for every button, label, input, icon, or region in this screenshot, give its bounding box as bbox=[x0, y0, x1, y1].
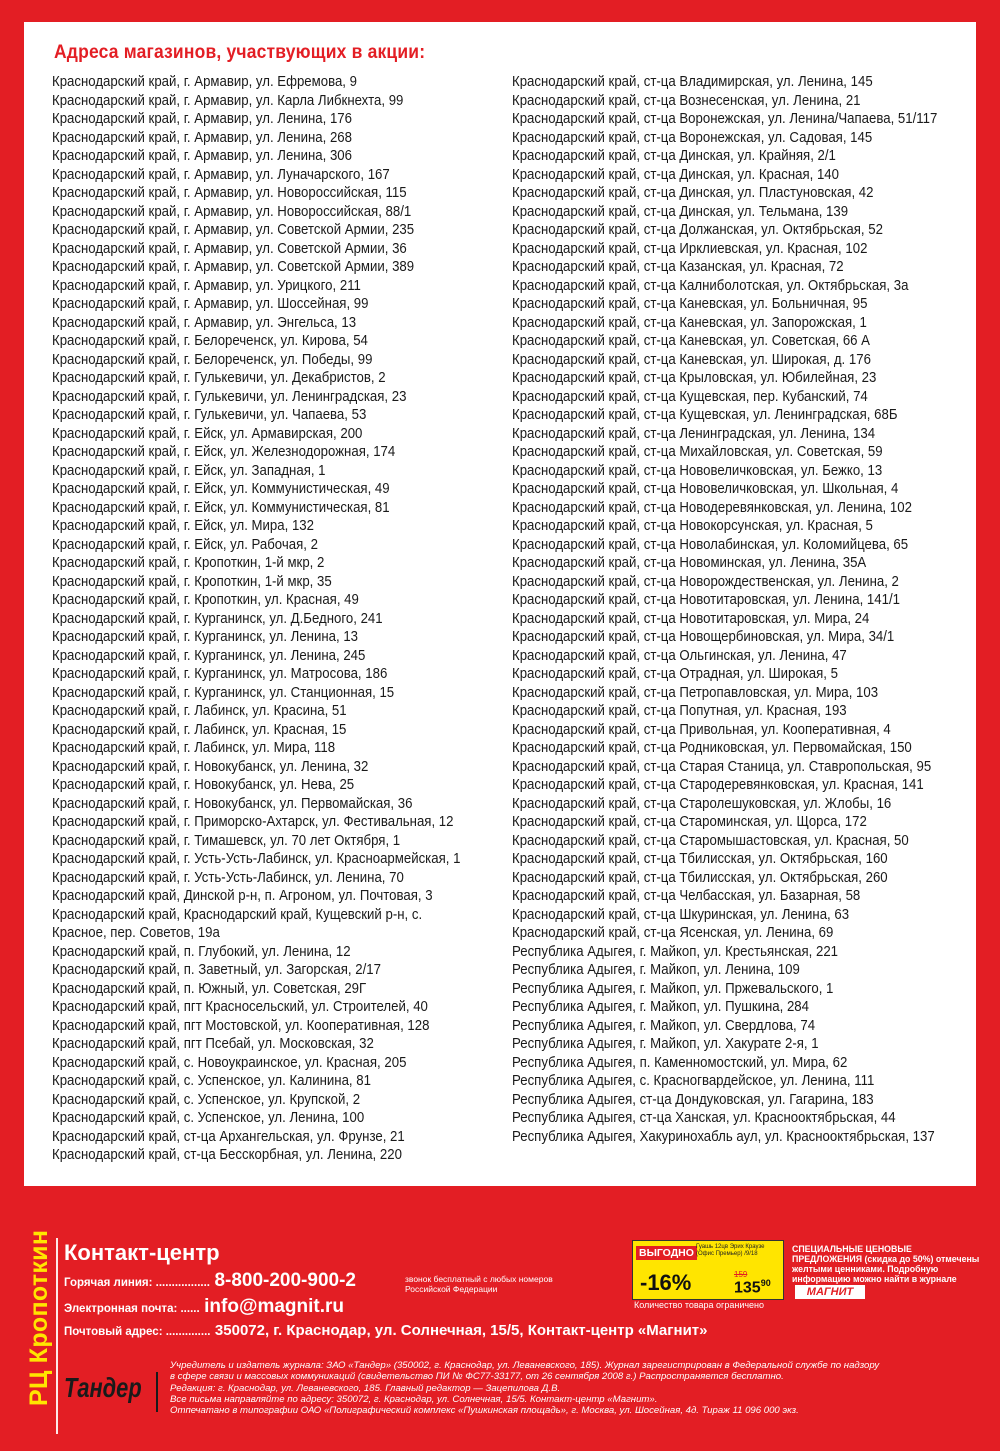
address-item: Краснодарский край, ст-ца Бесскорбная, ул. Ленина, 220 bbox=[52, 1146, 402, 1163]
address-item: Краснодарский край, с. Новоукраинское, ул. Красная, 205 bbox=[52, 1053, 407, 1071]
address-item: Краснодарский край, г. Ейск, ул. Мира, 132 bbox=[52, 517, 314, 534]
address-item: Краснодарский край, ст-ца Новоминская, ул. Ленина, 35А bbox=[512, 554, 867, 571]
address-item: Краснодарский край, ст-ца Динская, ул. Пластуновская, 42 bbox=[512, 184, 874, 201]
address-item: Краснодарский край, ст-ца Отрадная, ул. Широкая, 5 bbox=[512, 665, 838, 682]
tander-logo: Тандер bbox=[64, 1372, 142, 1403]
address-item: Краснодарский край, г. Гулькевичи, ул. Декабристов, 2 bbox=[52, 369, 386, 386]
tag-product-name: Гуашь 12цв Эрих Краузе (Офис Премьер) /9/18 bbox=[696, 1244, 765, 1257]
address-item: Республика Адыгея, ст-ца Дондуковская, ул. Гагарина, 183 bbox=[512, 1090, 874, 1108]
address-item: Краснодарский край, пгт Мостовской, ул. Кооперативная, 128 bbox=[52, 1016, 430, 1034]
address-item: Краснодарский край, с. Успенское, ул. Крупской, 2 bbox=[52, 1090, 361, 1108]
address-item: Краснодарский край, ст-ца Новолабинская, ул. Коломийцева, 65 bbox=[512, 535, 909, 553]
address-item: Республика Адыгея, Хакуринохабль аул, ул. Краснооктябрьская, 137 bbox=[512, 1127, 935, 1145]
address-item: Краснодарский край, ст-ца Родниковская, ул. Первомайская, 150 bbox=[512, 739, 912, 756]
address-item: Краснодарский край, г. Армавир, ул. Ленина, 268 bbox=[52, 128, 352, 146]
magnit-logo: МАГНИТ bbox=[795, 1285, 865, 1299]
address-item: Краснодарский край, г. Курганинск, ул. Ленина, 245 bbox=[52, 646, 366, 664]
contact-center-title: Контакт-центр bbox=[64, 1240, 220, 1265]
address-item: Республика Адыгея, ст-ца Ханская, ул. Краснооктябрьская, 44 bbox=[512, 1109, 896, 1126]
address-item: Краснодарский край, ст-ца Динская, ул. Тельмана, 139 bbox=[512, 202, 849, 220]
address-item: Краснодарский край, г. Усть-Усть-Лабинск, ул. Ленина, 70 bbox=[52, 868, 404, 886]
address-item: Республика Адыгея, г. Майкоп, ул. Пржевальского, 1 bbox=[512, 979, 834, 997]
address-item: Краснодарский край, ст-ца Новотитаровская, ул. Ленина, 141/1 bbox=[512, 591, 900, 608]
address-item: Краснодарский край, г. Ейск, ул. Железнодорожная, 174 bbox=[52, 443, 396, 460]
address-item: Краснодарский край, ст-ца Калниболотская, ул. Октябрьская, 3а bbox=[512, 276, 909, 294]
tander-logo-bar bbox=[156, 1372, 158, 1412]
address-item: Краснодарский край, ст-ца Старая Станица, ул. Ставропольская, 95 bbox=[512, 757, 932, 775]
address-item: Краснодарский край, г. Лабинск, ул. Красина, 51 bbox=[52, 702, 347, 719]
special-offers-note: СПЕЦИАЛЬНЫЕ ЦЕНОВЫЕ ПРЕДЛОЖЕНИЯ (скидка до 50%) отмечены желтыми ценниками. Подробную информацию можно найти в журнале bbox=[792, 1244, 980, 1284]
address-item: Краснодарский край, с. Успенское, ул. Ленина, 100 bbox=[52, 1109, 365, 1126]
address-item: Краснодарский край, г. Армавир, ул. Урицкого, 211 bbox=[52, 276, 361, 294]
hotline-number[interactable]: 8-800-200-900-2 bbox=[214, 1270, 356, 1291]
address-item: Краснодарский край, ст-ца Ольгинская, ул. Ленина, 47 bbox=[512, 646, 847, 664]
address-item: Краснодарский край, г. Ейск, ул. Армавирская, 200 bbox=[52, 424, 363, 442]
post-address: 350072, г. Краснодар, ул. Солнечная, 15/5, Контакт-центр «Магнит» bbox=[214, 1322, 708, 1339]
address-item: Краснодарский край, г. Армавир, ул. Ленина, 306 bbox=[52, 147, 352, 164]
address-item: Краснодарский край, г. Усть-Усть-Лабинск, ул. Красноармейская, 1 bbox=[52, 850, 461, 867]
imprint bbox=[170, 1360, 980, 1416]
tag-new-price-rub: 135 bbox=[734, 1279, 761, 1297]
address-item: Краснодарский край, п. Глубокий, ул. Ленина, 12 bbox=[52, 942, 351, 960]
address-item: Краснодарский край, ст-ца Ясенская, ул. Ленина, 69 bbox=[512, 924, 834, 941]
address-item: Красное, пер. Советов, 19а bbox=[52, 924, 220, 941]
page-title: Адреса магазинов, участвующих в акции: bbox=[54, 42, 426, 63]
address-item: Краснодарский край, ст-ца Ирклиевская, ул. Красная, 102 bbox=[512, 239, 868, 257]
address-item: Краснодарский край, г. Ейск, ул. Коммунистическая, 49 bbox=[52, 480, 390, 497]
address-item: Краснодарский край, г. Кропоткин, ул. Красная, 49 bbox=[52, 591, 359, 608]
address-item: Краснодарский край, ст-ца Кущевская, ул. Ленинградская, 68Б bbox=[512, 406, 898, 423]
address-item: Краснодарский край, ст-ца Должанская, ул. Октябрьская, 52 bbox=[512, 221, 883, 238]
address-item: Краснодарский край, пгт Псебай, ул. Московская, 32 bbox=[52, 1035, 374, 1052]
address-item: Краснодарский край, г. Белореченск, ул. Победы, 99 bbox=[52, 350, 373, 368]
address-item: Краснодарский край, ст-ца Новотитаровская, ул. Мира, 24 bbox=[512, 609, 870, 627]
address-item: Краснодарский край, ст-ца Новорождественская, ул. Ленина, 2 bbox=[512, 572, 899, 590]
address-item: Краснодарский край, ст-ца Нововеличковская, ул. Школьная, 4 bbox=[512, 480, 899, 497]
address-item: Краснодарский край, ст-ца Тбилисская, ул. Октябрьская, 160 bbox=[512, 850, 888, 867]
imprint-line: Отпечатано в типографии ОАО «Полиграфический комплекс «Пушкинская площадь», г. Москва, ул. Шосейная, 4д. Тираж 11 096 000 экз. bbox=[170, 1405, 799, 1417]
address-item: Республика Адыгея, п. Каменномостский, ул. Мира, 62 bbox=[512, 1053, 848, 1071]
address-item: Республика Адыгея, г. Майкоп, ул. Ленина, 109 bbox=[512, 961, 800, 978]
address-item: Краснодарский край, ст-ца Стародеревянковская, ул. Красная, 141 bbox=[512, 776, 924, 793]
tag-new-price-kop: 90 bbox=[760, 1278, 771, 1288]
address-item: Краснодарский край, г. Новокубанск, ул. Ленина, 32 bbox=[52, 757, 369, 775]
address-item: Краснодарский край, г. Гулькевичи, ул. Чапаева, 53 bbox=[52, 406, 367, 423]
address-item: Краснодарский край, ст-ца Петропавловская, ул. Мира, 103 bbox=[512, 683, 879, 701]
address-item: Краснодарский край, пгт Красносельский, ул. Строителей, 40 bbox=[52, 998, 428, 1015]
address-item: Республика Адыгея, с. Красногвардейское, ул. Ленина, 111 bbox=[512, 1072, 875, 1089]
tag-old-price: 159 bbox=[734, 1270, 748, 1279]
address-item: Краснодарский край, ст-ца Тбилисская, ул. Октябрьская, 260 bbox=[512, 868, 888, 886]
tag-discount: -16% bbox=[640, 1270, 692, 1295]
free-call-note: звонок бесплатный с любых номеров Российской Федерации bbox=[405, 1274, 553, 1294]
address-item: Краснодарский край, ст-ца Старомышастовская, ул. Красная, 50 bbox=[512, 831, 909, 849]
address-item: Краснодарский край, ст-ца Вознесенская, ул. Ленина, 21 bbox=[512, 91, 861, 109]
address-item: Краснодарский край, ст-ца Архангельская, ул. Фрунзе, 21 bbox=[52, 1127, 405, 1145]
address-item: Краснодарский край, г. Курганинск, ул. Станционная, 15 bbox=[52, 683, 395, 701]
address-item: Краснодарский край, г. Армавир, ул. Советской Армии, 235 bbox=[52, 221, 415, 238]
address-item: Краснодарский край, г. Лабинск, ул. Красная, 15 bbox=[52, 720, 347, 738]
address-item: Краснодарский край, ст-ца Привольная, ул. Кооперативная, 4 bbox=[512, 720, 891, 738]
address-item: Краснодарский край, ст-ца Новодеревянковская, ул. Ленина, 102 bbox=[512, 498, 912, 516]
address-item: Краснодарский край, п. Заветный, ул. Загорская, 2/17 bbox=[52, 961, 381, 978]
imprint-line: Редакция: г. Краснодар, ул. Леваневского, 185. Главный редактор — Зацепилова Д.В. bbox=[170, 1382, 561, 1394]
address-item: Краснодарский край, г. Армавир, ул. Новороссийская, 115 bbox=[52, 184, 407, 201]
address-item: Краснодарский край, ст-ца Воронежская, ул. Садовая, 145 bbox=[512, 128, 873, 146]
address-item: Краснодарский край, г. Ейск, ул. Коммунистическая, 81 bbox=[52, 498, 390, 516]
address-item: Краснодарский край, г. Ейск, ул. Рабочая, 2 bbox=[52, 535, 318, 553]
address-item: Краснодарский край, ст-ца Динская, ул. Красная, 140 bbox=[512, 165, 839, 183]
address-item: Краснодарский край, ст-ца Воронежская, ул. Ленина/Чапаева, 51/117 bbox=[512, 110, 938, 127]
address-item: Краснодарский край, ст-ца Крыловская, ул. Юбилейная, 23 bbox=[512, 369, 877, 386]
address-item: Краснодарский край, ст-ца Кущевская, пер. Кубанский, 74 bbox=[512, 387, 868, 405]
address-item: Краснодарский край, ст-ца Каневская, ул. Советская, 66 А bbox=[512, 332, 870, 349]
address-item: Краснодарский край, г. Армавир, ул. Луначарского, 167 bbox=[52, 165, 390, 183]
imprint-line: Учредитель и издатель журнала: ЗАО «Тандер» (350002, г. Краснодар, ул. Леваневского, 185). Журнал зарегистрирован в Федеральной службе по надзору bbox=[170, 1360, 880, 1371]
address-item: Краснодарский край, г. Кропоткин, 1-й мкр, 2 bbox=[52, 554, 325, 571]
address-item: Краснодарский край, г. Приморско-Ахтарск, ул. Фестивальная, 12 bbox=[52, 813, 454, 830]
address-item: Краснодарский край, ст-ца Владимирская, ул. Ленина, 145 bbox=[512, 73, 873, 90]
tag-caption: Количество товара ограничено bbox=[634, 1300, 765, 1310]
address-item: Краснодарский край, г. Курганинск, ул. Ленина, 13 bbox=[52, 628, 359, 645]
address-item: Краснодарский край, г. Тимашевск, ул. 70 лет Октября, 1 bbox=[52, 831, 401, 849]
address-item: Краснодарский край, г. Армавир, ул. Советской Армии, 36 bbox=[52, 239, 407, 257]
address-item: Краснодарский край, г. Курганинск, ул. Матросова, 186 bbox=[52, 665, 388, 682]
address-item: Краснодарский край, ст-ца Динская, ул. Крайняя, 2/1 bbox=[512, 147, 836, 164]
imprint-line: Все письма направляйте по адресу: 350072, г. Краснодар, ул. Солнечная, 15/5. Контакт-центр «Магнит». bbox=[170, 1393, 658, 1405]
address-item: Республика Адыгея, г. Майкоп, ул. Крестьянская, 221 bbox=[512, 942, 839, 960]
address-item: Краснодарский край, ст-ца Михайловская, ул. Советская, 59 bbox=[512, 443, 883, 460]
address-item: Краснодарский край, г. Новокубанск, ул. Нева, 25 bbox=[52, 776, 355, 793]
email-label: Электронная почта: ...... bbox=[64, 1303, 200, 1315]
address-item: Краснодарский край, г. Лабинск, ул. Мира, 118 bbox=[52, 739, 336, 756]
distribution-center-label: РЦ Кропоткин bbox=[25, 1229, 53, 1406]
address-item: Краснодарский край, ст-ца Новощербиновская, ул. Мира, 34/1 bbox=[512, 628, 895, 645]
address-item: Краснодарский край, п. Южный, ул. Советская, 29Г bbox=[52, 979, 367, 997]
address-item: Краснодарский край, ст-ца Старолешуковская, ул. Жлобы, 16 bbox=[512, 794, 892, 812]
address-item: Республика Адыгея, г. Майкоп, ул. Пушкина, 284 bbox=[512, 998, 809, 1015]
address-item: Краснодарский край, ст-ца Староминская, ул. Щорса, 172 bbox=[512, 813, 867, 830]
address-item: Краснодарский край, ст-ца Нововеличковская, ул. Бежко, 13 bbox=[512, 461, 883, 479]
address-item: Краснодарский край, ст-ца Ленинградская, ул. Ленина, 134 bbox=[512, 424, 876, 442]
address-item: Краснодарский край, ст-ца Казанская, ул. Красная, 72 bbox=[512, 258, 844, 275]
post-label: Почтовый адрес: .............. bbox=[64, 1326, 211, 1338]
address-item: Краснодарский край, г. Новокубанск, ул. Первомайская, 36 bbox=[52, 794, 413, 812]
address-item: Краснодарский край, г. Армавир, ул. Новороссийская, 88/1 bbox=[52, 202, 412, 220]
address-item: Краснодарский край, ст-ца Попутная, ул. Красная, 193 bbox=[512, 702, 847, 719]
imprint-line: в сфере связи и массовых коммуникаций (свидетельство ПИ № ФС77-33177, от 26 сентября 2008 г.) Распространяется бесплатно. bbox=[170, 1371, 784, 1383]
tag-new-price bbox=[734, 1278, 771, 1297]
address-item: Краснодарский край, Краснодарский край, Кущевский р-н, с. bbox=[52, 905, 423, 923]
address-item: Краснодарский край, г. Гулькевичи, ул. Ленинградская, 23 bbox=[52, 387, 407, 405]
address-item: Краснодарский край, г. Армавир, ул. Карла Либкнехта, 99 bbox=[52, 91, 404, 109]
address-list-left bbox=[52, 73, 492, 1165]
address-item: Республика Адыгея, г. Майкоп, ул. Свердлова, 74 bbox=[512, 1016, 816, 1034]
address-item: Краснодарский край, ст-ца Новокорсунская, ул. Красная, 5 bbox=[512, 517, 873, 534]
address-item: Краснодарский край, ст-ца Каневская, ул. Широкая, д. 176 bbox=[512, 350, 871, 368]
hotline-label: Горячая линия: ................. bbox=[64, 1277, 210, 1289]
tag-label: ВЫГОДНО bbox=[636, 1246, 697, 1260]
address-item: Краснодарский край, с. Успенское, ул. Калинина, 81 bbox=[52, 1072, 371, 1089]
address-item: Краснодарский край, ст-ца Шкуринская, ул. Ленина, 63 bbox=[512, 905, 850, 923]
address-item: Краснодарский край, Динской р-н, п. Агроном, ул. Почтовая, 3 bbox=[52, 887, 433, 904]
hotline-row bbox=[64, 1270, 356, 1292]
address-item: Краснодарский край, г. Курганинск, ул. Д.Бедного, 241 bbox=[52, 609, 383, 627]
address-item: Краснодарский край, г. Армавир, ул. Ленина, 176 bbox=[52, 110, 352, 127]
address-item: Краснодарский край, г. Кропоткин, 1-й мкр, 35 bbox=[52, 572, 332, 590]
address-item: Краснодарский край, г. Армавир, ул. Энгельса, 13 bbox=[52, 313, 357, 331]
address-item: Республика Адыгея, г. Майкоп, ул. Хакурате 2-я, 1 bbox=[512, 1035, 819, 1052]
address-item: Краснодарский край, г. Армавир, ул. Шоссейная, 99 bbox=[52, 295, 369, 312]
address-item: Краснодарский край, г. Белореченск, ул. Кирова, 54 bbox=[52, 332, 368, 349]
address-item: Краснодарский край, г. Армавир, ул. Ефремова, 9 bbox=[52, 73, 357, 90]
post-row bbox=[64, 1322, 708, 1340]
email-link[interactable]: info@magnit.ru bbox=[204, 1296, 345, 1317]
address-item: Краснодарский край, г. Армавир, ул. Советской Армии, 389 bbox=[52, 258, 415, 275]
address-item: Краснодарский край, ст-ца Каневская, ул. Запорожская, 1 bbox=[512, 313, 867, 331]
address-item: Краснодарский край, ст-ца Челбасская, ул. Базарная, 58 bbox=[512, 887, 861, 904]
address-item: Краснодарский край, ст-ца Каневская, ул. Больничная, 95 bbox=[512, 295, 868, 312]
email-row bbox=[64, 1296, 344, 1318]
side-divider bbox=[56, 1238, 58, 1434]
address-item: Краснодарский край, г. Ейск, ул. Западная, 1 bbox=[52, 461, 326, 479]
address-list-right bbox=[512, 73, 972, 1146]
